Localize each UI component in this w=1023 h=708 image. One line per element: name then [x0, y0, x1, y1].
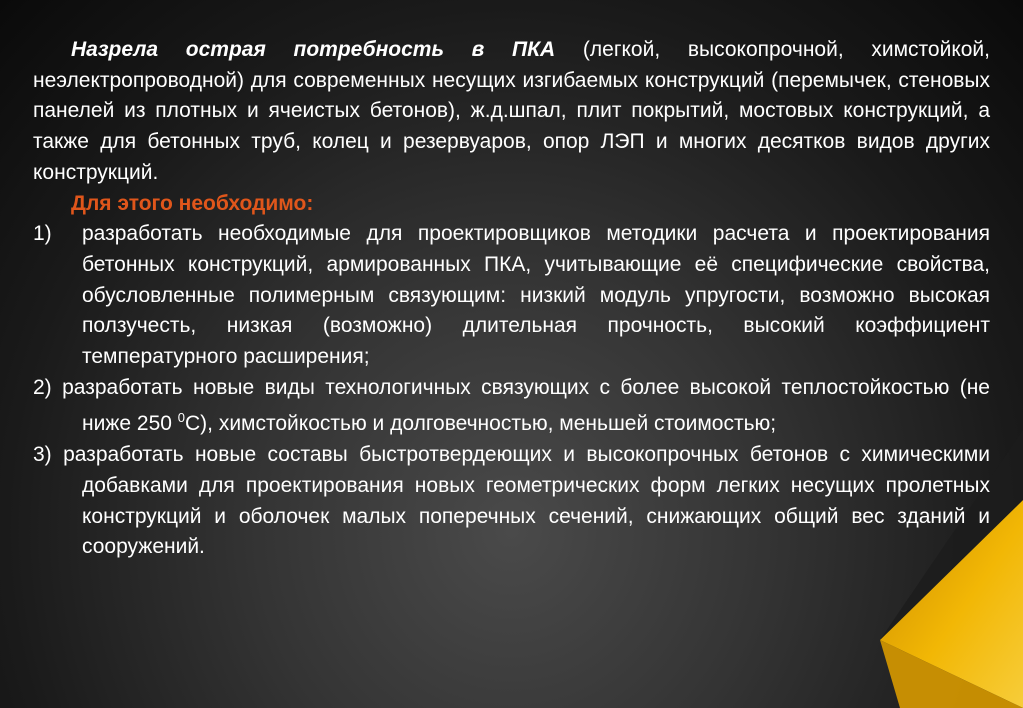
intro-emphasis: Назрела острая потребность в ПКА: [71, 38, 556, 61]
list-item: [33, 440, 990, 563]
section-heading: Для этого необходимо:: [71, 191, 314, 215]
list-number: 3): [33, 443, 52, 467]
list-item-text-end: С), химстойкостью и долговечностью, меньшей стоимостью;: [185, 412, 777, 436]
slide-content: [33, 35, 990, 563]
list-item: [33, 373, 990, 440]
intro-text: (легкой, высокопрочной, химстойкой, неэлектропроводной) для современных несущих изгибаемых конструкций (перемычек, стеновых панелей из плотных и ячеистых бетонов), ж.д.шпал, плит покрытий, мостовых конструкций, а также для бетонных труб, колец и резервуаров, опор ЛЭП и многих десятков видов других конструкций.: [33, 38, 990, 184]
list-number: 2): [33, 375, 52, 399]
list-item-text: разработать необходимые для проектировщиков методики расчета и проектирования бетонных конструкций, армированных ПКА, учитывающие её специфические свойства, обусловленные полимерным связующим: низкий модуль упругости, возможно высокая ползучесть, низкая (возможно) длительная прочность, высокий коэффициент температурного расширения;: [82, 222, 990, 369]
list-number: 1): [33, 222, 52, 246]
list-item-text: разработать новые составы быстротвердеющих и высокопрочных бетонов с химическими добавками для проектирования новых геометрических форм легких несущих пролетных конструкций и оболочек малых поперечных сечений, снижающих общий вес зданий и сооружений.: [63, 443, 990, 559]
requirements-list: [33, 219, 990, 563]
list-item: [33, 219, 990, 373]
list-item-text: разработать новые виды технологичных связующих с более высокой теплостойкостью (не ниже 250: [62, 375, 990, 436]
intro-paragraph: [33, 35, 990, 189]
degree-superscript: 0: [177, 410, 185, 426]
